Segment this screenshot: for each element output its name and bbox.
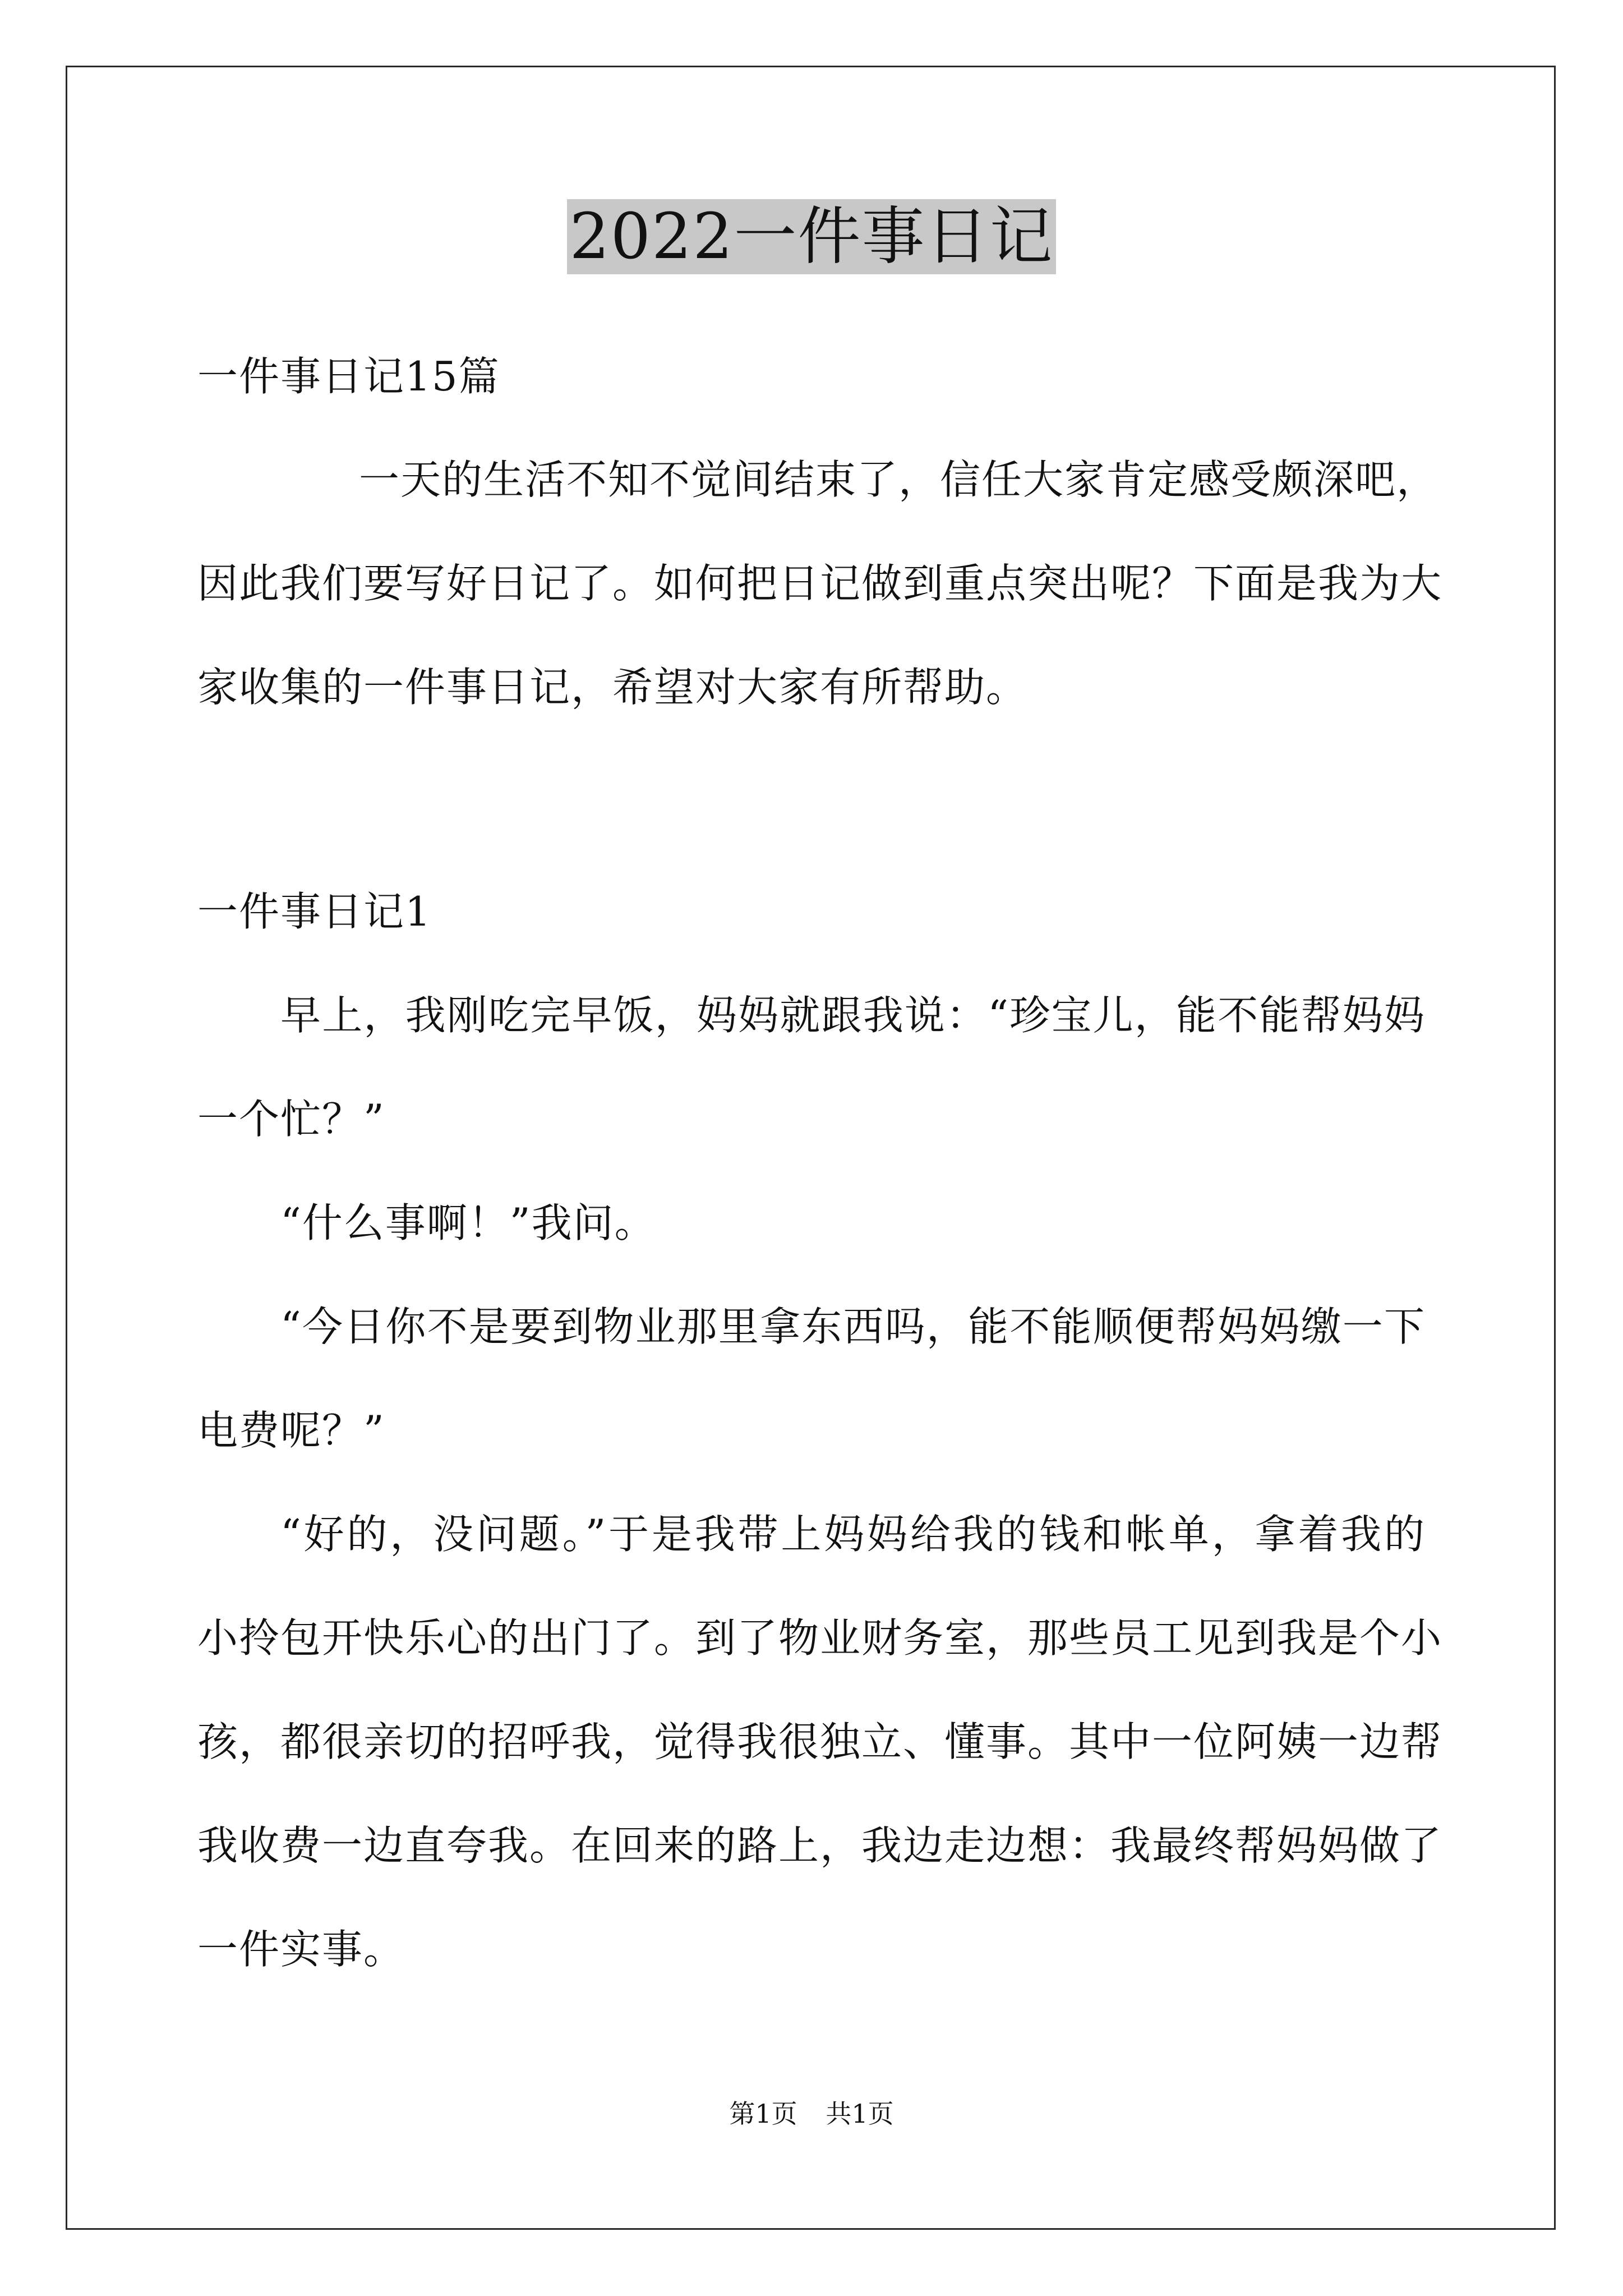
intro-line-1: 一天的生活不知不觉间结束了，信任大家肯定感受颇深吧， <box>359 456 1438 503</box>
body-line-2: 一个忙？” <box>197 1096 385 1143</box>
body-line-9: 我收费一边直夸我。在回来的路上，我边走边想：我最终帮妈妈做了 <box>197 1822 1443 1869</box>
body-line-7: 小拎包开快乐心的出门了。到了物业财务室，那些员工见到我是个小 <box>197 1614 1443 1662</box>
body-line-10: 一件实事。 <box>197 1926 405 1973</box>
body-line-4: “今日你不是要到物业那里拿东西吗，能不能顺便帮妈妈缴一下 <box>280 1303 1426 1350</box>
body-line-3: “什么事啊！”我问。 <box>280 1199 656 1246</box>
title-container <box>0 199 1623 274</box>
intro-line-3: 家收集的一件事日记，希望对大家有所帮助。 <box>197 664 1028 711</box>
body-line-1: 早上，我刚吃完早饭，妈妈就跟我说：“珍宝儿，能不能帮妈妈 <box>280 992 1426 1039</box>
body-line-5: 电费呢？” <box>197 1407 385 1454</box>
body-line-6: “好的，没问题。”于是我带上妈妈给我的钱和帐单，拿着我的 <box>280 1511 1426 1558</box>
page-number-total: 共1页 <box>826 2099 894 2129</box>
page-footer <box>0 2097 1623 2131</box>
document-title: 2022一件事日记 <box>567 199 1055 274</box>
page-number-current: 第1页 <box>729 2099 797 2129</box>
document-subtitle: 一件事日记15篇 <box>197 353 500 400</box>
body-line-8: 孩，都很亲切的招呼我，觉得我很独立、懂事。其中一位阿姨一边帮 <box>197 1718 1443 1765</box>
section-heading: 一件事日记1 <box>197 888 432 935</box>
intro-line-2: 因此我们要写好日记了。如何把日记做到重点突出呢？下面是我为大 <box>197 560 1443 607</box>
